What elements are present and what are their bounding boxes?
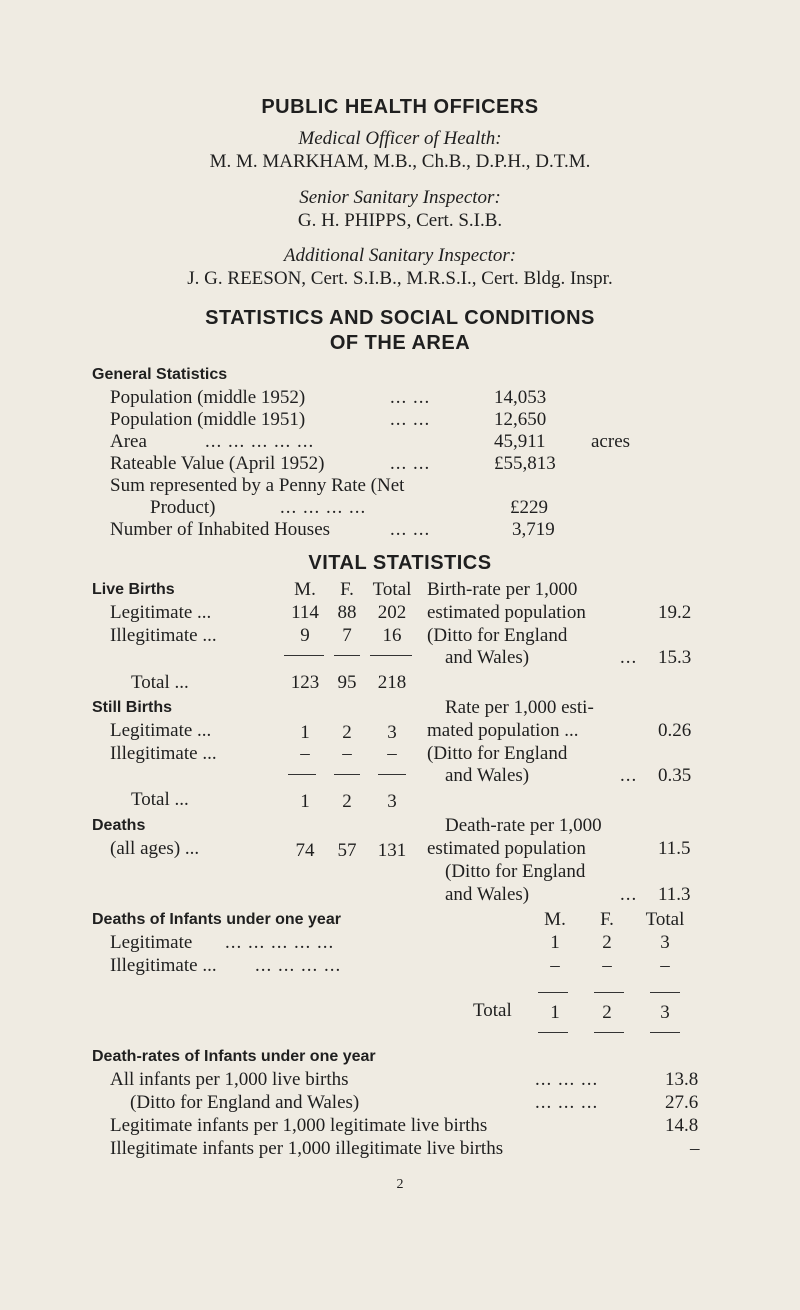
rate-text: Death-rate per 1,000 — [445, 815, 602, 836]
stat-label: Product) — [150, 497, 216, 518]
infant-rate-label: Illegitimate infants per 1,000 illegitimate live births — [110, 1138, 504, 1159]
rate-value: 0.26 — [658, 720, 692, 741]
stat-value: £55,813 — [494, 453, 556, 474]
col-m: M. — [544, 909, 566, 930]
infant-row-label: Legitimate — [110, 932, 193, 953]
cell: 7 — [342, 625, 352, 646]
rate-value: 15.3 — [658, 647, 692, 668]
total-label: Total ... — [131, 789, 189, 810]
stat-dots: ... ... ... ... — [280, 497, 367, 518]
total-label: Total ... — [131, 672, 189, 693]
stat-dots: ... ... — [390, 453, 431, 474]
rate-text: and Wales) — [445, 647, 530, 668]
deaths-heading: Deaths — [92, 817, 146, 834]
cell: – — [602, 955, 612, 976]
moh-name: M. M. MARKHAM, M.B., Ch.B., D.P.H., D.T.M. — [209, 151, 591, 172]
infant-rate-dots: ... ... ... — [535, 1069, 599, 1090]
cell: 123 — [290, 672, 320, 693]
infant-rate-label: (Ditto for England and Wales) — [130, 1092, 360, 1113]
cell: 131 — [377, 840, 407, 861]
rate-text: estimated population — [427, 602, 586, 623]
ssi-role: Senior Sanitary Inspector: — [299, 187, 501, 208]
moh-role: Medical Officer of Health: — [298, 128, 502, 149]
infant-rates-heading: Death-rates of Infants under one year — [92, 1048, 376, 1065]
cell: 114 — [291, 602, 319, 623]
infant-total-label: Total — [473, 1000, 512, 1021]
stat-value: 3,719 — [512, 519, 555, 540]
rate-text: (Ditto for England — [445, 861, 586, 882]
cell: – — [550, 955, 560, 976]
cell: 1 — [300, 791, 310, 812]
infant-rate-label: All infants per 1,000 live births — [110, 1069, 349, 1090]
stat-unit: acres — [591, 431, 631, 452]
rate-value: 11.5 — [658, 838, 691, 859]
rate-value: 19.2 — [658, 602, 692, 623]
stat-dots: ... ... — [390, 519, 431, 540]
infant-rate-value: – — [690, 1138, 700, 1159]
rate-dots: ... — [620, 647, 638, 668]
stat-value: £229 — [510, 497, 548, 518]
rate-value: 0.35 — [658, 765, 692, 786]
infant-rate-value: 13.8 — [665, 1069, 699, 1090]
asi-name: J. G. REESON, Cert. S.I.B., M.R.S.I., Cert. Bldg. Inspr. — [187, 268, 613, 289]
cell: 16 — [382, 625, 402, 646]
rule — [288, 774, 316, 775]
rate-value: 11.3 — [658, 884, 691, 905]
infant-row-dots: ... ... ... ... ... — [225, 932, 335, 953]
infant-rate-label: Legitimate infants per 1,000 legitimate live births — [110, 1115, 488, 1136]
rate-text: Birth-rate per 1,000 — [427, 579, 578, 600]
cell: 3 — [660, 932, 670, 953]
stat-label: Sum represented by a Penny Rate (Net — [110, 475, 405, 496]
cell: – — [387, 743, 397, 764]
cell: 74 — [295, 840, 315, 861]
stat-dots: ... ... — [390, 387, 431, 408]
live-births-heading: Live Births — [92, 581, 175, 598]
stat-value: 45,911 — [494, 431, 546, 452]
cell: 2 — [342, 722, 352, 743]
rule — [334, 655, 360, 656]
cell: 1 — [550, 932, 560, 953]
cell: 3 — [660, 1002, 670, 1023]
still-births-heading: Still Births — [92, 699, 173, 716]
stat-dots: ... ... ... ... ... — [205, 431, 315, 452]
rate-text: estimated population — [427, 838, 586, 859]
cell: 9 — [300, 625, 310, 646]
officers-title: PUBLIC HEALTH OFFICERS — [261, 96, 539, 118]
asi-role: Additional Sanitary Inspector: — [283, 245, 517, 266]
rule — [650, 1032, 680, 1033]
rule — [334, 774, 360, 775]
rate-dots: ... — [620, 884, 638, 905]
cell: 57 — [337, 840, 357, 861]
infant-row-label: Illegitimate ... — [110, 955, 217, 976]
rule — [594, 992, 624, 993]
cell: – — [300, 743, 310, 764]
page-number: 2 — [396, 1177, 404, 1192]
illegitimate-label: Illegitimate ... — [110, 743, 217, 764]
rate-text: (Ditto for England — [427, 743, 568, 764]
stats-title-1: STATISTICS AND SOCIAL CONDITIONS — [205, 307, 595, 329]
rate-text: mated population ... — [427, 720, 579, 741]
stat-label: Number of Inhabited Houses — [110, 519, 331, 540]
cell: 3 — [387, 722, 397, 743]
infant-rate-value: 27.6 — [665, 1092, 699, 1113]
infant-row-dots: ... ... ... ... — [255, 955, 342, 976]
all-ages-label: (all ages) ... — [110, 838, 200, 859]
rule — [538, 1032, 568, 1033]
stats-title-2: OF THE AREA — [329, 332, 471, 354]
stat-dots: ... ... — [390, 409, 431, 430]
infant-deaths-heading: Deaths of Infants under one year — [92, 911, 341, 928]
cell: 95 — [337, 672, 357, 693]
rule — [538, 992, 568, 993]
infant-rate-dots: ... ... ... — [535, 1092, 599, 1113]
rule — [378, 774, 406, 775]
col-m: M. — [294, 579, 316, 600]
stat-value: 12,650 — [494, 409, 547, 430]
rate-text: (Ditto for England — [427, 625, 568, 646]
legitimate-label: Legitimate ... — [110, 602, 212, 623]
cell: – — [342, 743, 352, 764]
col-f: F. — [600, 909, 614, 930]
rule — [650, 992, 680, 993]
cell: 2 — [342, 791, 352, 812]
ssi-name: G. H. PHIPPS, Cert. S.I.B. — [297, 210, 503, 231]
cell: 2 — [602, 932, 612, 953]
cell: 1 — [300, 722, 310, 743]
col-f: F. — [340, 579, 354, 600]
cell: 2 — [602, 1002, 612, 1023]
rate-text: and Wales) — [445, 765, 530, 786]
infant-rate-value: 14.8 — [665, 1115, 699, 1136]
cell: 218 — [377, 672, 407, 693]
rule — [370, 655, 412, 656]
stat-label: Population (middle 1952) — [110, 387, 306, 408]
cell: 202 — [377, 602, 407, 623]
stat-label: Area — [110, 431, 147, 452]
cell: – — [660, 955, 670, 976]
rate-dots: ... — [620, 765, 638, 786]
cell: 88 — [337, 602, 357, 623]
rate-text: Rate per 1,000 esti- — [445, 697, 594, 718]
rate-text: and Wales) — [445, 884, 530, 905]
stat-label: Population (middle 1951) — [110, 409, 306, 430]
stat-label: Rateable Value (April 1952) — [110, 453, 325, 474]
rule — [284, 655, 324, 656]
rule — [594, 1032, 624, 1033]
cell: 1 — [550, 1002, 560, 1023]
legitimate-label: Legitimate ... — [110, 720, 212, 741]
cell: 3 — [387, 791, 397, 812]
vital-title: VITAL STATISTICS — [308, 552, 492, 574]
general-heading: General Statistics — [92, 366, 228, 383]
col-total: Total — [645, 909, 685, 930]
col-total: Total — [372, 579, 412, 600]
illegitimate-label: Illegitimate ... — [110, 625, 217, 646]
stat-value: 14,053 — [494, 387, 547, 408]
